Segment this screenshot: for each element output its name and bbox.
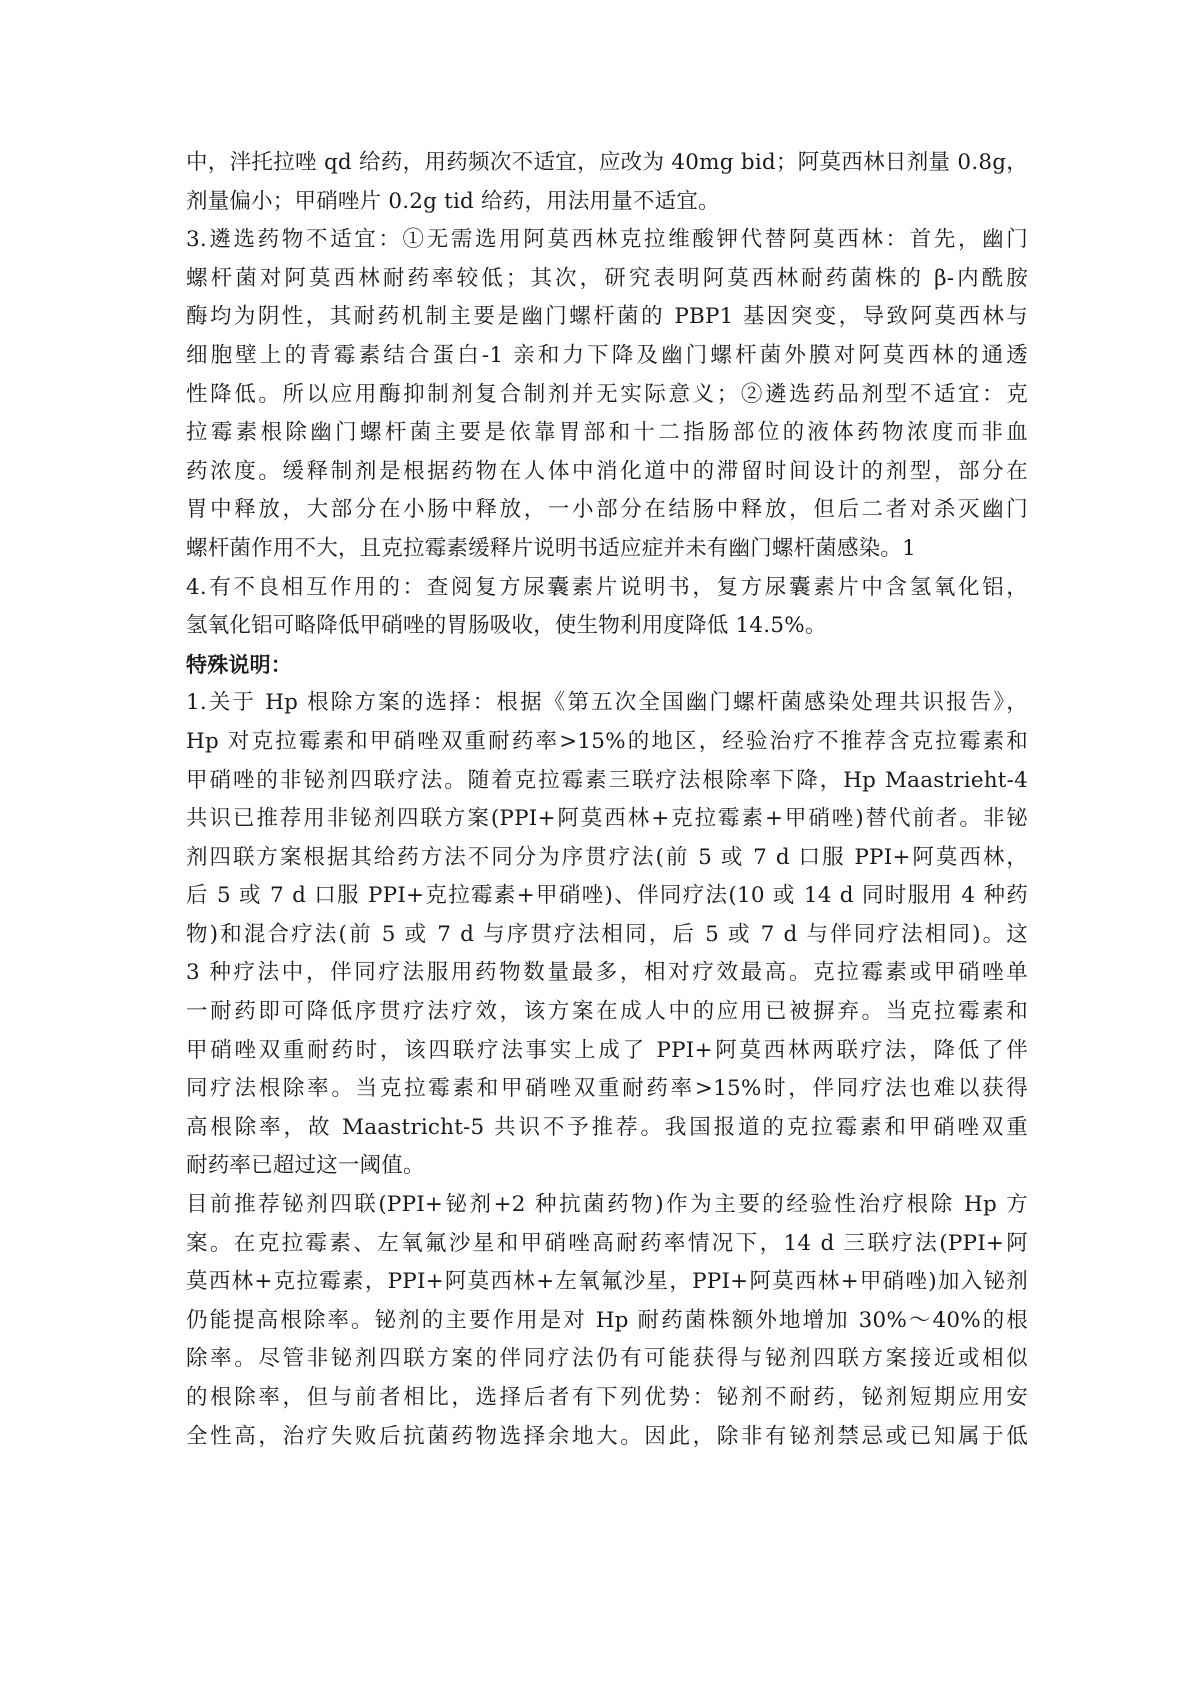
text-line: Hp 对克拉霉素和甲硝唑双重耐药率>15%的地区，经验治疗不推荐含克拉霉素和 — [186, 728, 1028, 754]
text-line: 氢氧化铝可略降低甲硝唑的胃肠吸收，使生物利用度降低 14.5%。 — [186, 613, 827, 639]
text-line: 物)和混合疗法(前 5 或 7 d 与序贯疗法相同，后 5 或 7 d 与伴同疗法相同)。这 — [186, 921, 1028, 947]
text-line: 后 5 或 7 d 口服 PPI+克拉霉素+甲硝唑)、伴同疗法(10 或 14 d 同时服用 4 种药 — [186, 883, 1028, 909]
text-line: 3 种疗法中，伴同疗法服用药物数量最多，相对疗效最高。克拉霉素或甲硝唑单 — [186, 960, 1028, 986]
text-line: 性降低。所以应用酶抑制剂复合制剂并无实际意义；②遴选药品剂型不适宜：克 — [186, 381, 1028, 407]
text-line: 3.遴选药物不适宜：①无需选用阿莫西林克拉维酸钾代替阿莫西林：首先，幽门 — [186, 227, 1028, 253]
text-line: 甲硝唑的非铋剂四联疗法。随着克拉霉素三联疗法根除率下降，Hp Maastrieht-4 — [186, 767, 1028, 793]
text-line: 除率。尽管非铋剂四联方案的伴同疗法仍有可能获得与铋剂四联方案接近或相似 — [186, 1346, 1028, 1372]
text-line: 高根除率，故 Maastricht-5 共识不予推荐。我国报道的克拉霉素和甲硝唑双重 — [186, 1114, 1028, 1140]
text-line: 4.有不良相互作用的：查阅复方尿囊素片说明书，复方尿囊素片中含氢氧化铝， — [186, 574, 1028, 600]
text-line: 酶均为阴性，其耐药机制主要是幽门螺杆菌的 PBP1 基因突变，导致阿莫西林与 — [186, 304, 1028, 330]
text-line: 拉霉素根除幽门螺杆菌主要是依靠胃部和十二指肠部位的液体药物浓度而非血 — [186, 420, 1028, 446]
text-line: 全性高，治疗失败后抗菌药物选择余地大。因此，除非有铋剂禁忌或已知属于低 — [186, 1423, 1028, 1449]
text-line: 螺杆菌作用不大，且克拉霉素缓释片说明书适应症并未有幽门螺杆菌感染。1 — [186, 535, 916, 561]
text-line: 仍能提高根除率。铋剂的主要作用是对 Hp 耐药菌株额外地增加 30%～40%的根 — [186, 1307, 1028, 1333]
text-line: 莫西林+克拉霉素，PPI+阿莫西林+左氧氟沙星，PPI+阿莫西林+甲硝唑)加入铋剂 — [186, 1269, 1028, 1295]
text-line: 剂量偏小；甲硝唑片 0.2g tid 给药，用法用量不适宜。 — [186, 188, 720, 214]
text-line: 中，泮托拉唑 qd 给药，用药频次不适宜，应改为 40mg bid；阿莫西林日剂量 0.8g， — [186, 150, 1028, 175]
text-line: 药浓度。缓释制剂是根据药物在人体中消化道中的滞留时间设计的剂型，部分在 — [186, 458, 1028, 484]
text-line: 耐药率已超过这一阈值。 — [186, 1153, 425, 1179]
text-line: 案。在克拉霉素、左氧氟沙星和甲硝唑高耐药率情况下，14 d 三联疗法(PPI+阿 — [186, 1230, 1028, 1256]
document-body — [186, 144, 1028, 1456]
text-line: 一耐药即可降低序贯疗法疗效，该方案在成人中的应用已被摒弃。当克拉霉素和 — [186, 999, 1028, 1025]
text-line: 共识已推荐用非铋剂四联方案(PPI+阿莫西林+克拉霉素+甲硝唑)替代前者。非铋 — [186, 806, 1028, 832]
text-line: 的根除率，但与前者相比，选择后者有下列优势：铋剂不耐药，铋剂短期应用安 — [186, 1385, 1028, 1410]
text-line: 细胞壁上的青霉素结合蛋白-1 亲和力下降及幽门螺杆菌外膜对阿莫西林的通透 — [186, 342, 1028, 368]
text-line: 胃中释放，大部分在小肠中释放，一小部分在结肠中释放，但后二者对杀灭幽门 — [186, 497, 1028, 523]
text-line: 1.关于 Hp 根除方案的选择：根据《第五次全国幽门螺杆菌感染处理共识报告》， — [186, 690, 1028, 716]
text-line: 甲硝唑双重耐药时，该四联疗法事实上成了 PPI+阿莫西林两联疗法，降低了伴 — [186, 1037, 1028, 1063]
text-line: 剂四联方案根据其给药方法不同分为序贯疗法(前 5 或 7 d 口服 PPI+阿莫西林， — [186, 844, 1028, 870]
text-line: 同疗法根除率。当克拉霉素和甲硝唑双重耐药率>15%时，伴同疗法也难以获得 — [186, 1076, 1028, 1102]
text-line: 螺杆菌对阿莫西林耐药率较低；其次，研究表明阿莫西林耐药菌株的 β-内酰胺 — [186, 265, 1028, 291]
text-line: 目前推荐铋剂四联(PPI+铋剂+2 种抗菌药物)作为主要的经验性治疗根除 Hp 方 — [186, 1192, 1028, 1218]
section-heading: 特殊说明： — [186, 652, 292, 677]
